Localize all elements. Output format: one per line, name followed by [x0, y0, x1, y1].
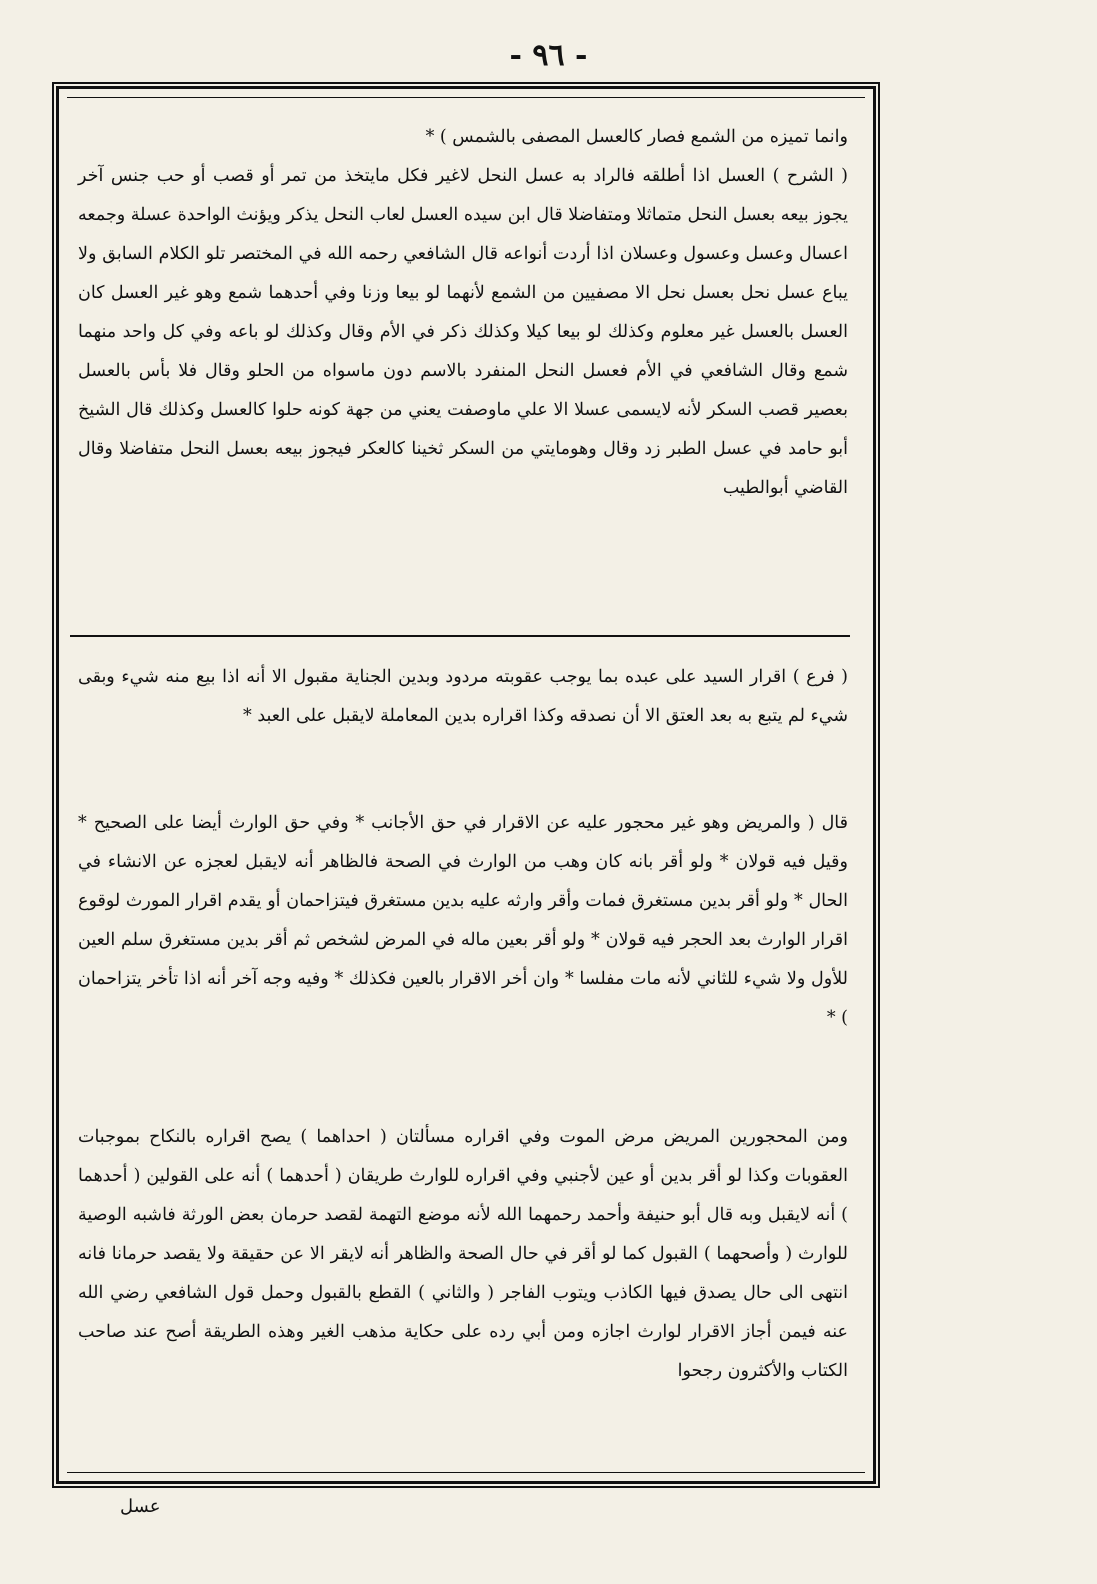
main-text-block	[78, 118, 848, 508]
fara-paragraph: ( فرع ) اقرار السيد على عبده بما يوجب عقوبته مردود وبدين الجناية مقبول الا أنه اذا بيع منه شيء وبقى شيء لم يتبع به بعد العتق الا أن نصدقه وكذا اقراره بدين المعاملة لايقبل على العبد *	[78, 667, 848, 726]
commentary-paragraph: ومن المحجورين المريض مرض الموت وفي اقراره مسألتان ( احداهما ) يصح اقراره بالنكاح بموجبات العقوبات وكذا لو أقر بدين أو عين لأجنبي وفي اقراره للوارث طريقان ( أحدهما ) أنه على القولين ( أحدهما ) أنه لايقبل وبه قال أبو حنيفة وأحمد رحمهما الله لأنه موضع التهمة لقصد حرمان بعض الورثة فاشبه الوصية للوارث ( وأصحهما ) القبول كما لو أقر في حال الصحة والظاهر أنه لايقر الا عن حقيقة ولا يقصد حرمانا فانه انتهى الى حال يصدق فيها الكاذب ويتوب الفاجر ( والثاني ) القطع بالقبول وحمل قول الشافعي رضي الله عنه فيمن أجاز الاقرار لوارث اجازه ومن أبي رده على حكاية مذهب الغير وهذه الطريقة أصح عند صاحب الكتاب والأكثرون رجحوا	[78, 1127, 848, 1381]
qal-paragraph: قال ( والمريض وهو غير محجور عليه عن الاقرار في حق الأجانب * وفي حق الوارث أيضا على الصحيح * وقيل فيه قولان * ولو أقر بانه كان وهب من الوارث في الصحة فالظاهر أنه لايقبل لعجزه عن الانشاء في الحال * ولو أقر بدين مستغرق فمات وأقر وارثه عليه بدين مستغرق فيتزاحمان أو يقدم اقرار المورث لوقوع اقرار الوارث بعد الحجر فيه قولان * ولو أقر بعين ماله في المرض لشخص ثم أقر بدين مستغرق سلم العين للأول ولا شيء للثاني لأنه مات مفلسا * وان أخر الاقرار بالعين فكذلك * وفيه وجه آخر أنه اذا تأخر يتزاحمان ) *	[78, 813, 848, 1028]
fara-block	[78, 658, 848, 736]
section-divider	[70, 635, 850, 637]
main-text-line-1: وانما تميزه من الشمع فصار كالعسل المصفى بالشمس ) *	[425, 127, 848, 147]
page-number: - ٩٦ -	[509, 38, 588, 73]
qal-block	[78, 804, 848, 1038]
main-text-sharh: ( الشرح ) العسل اذا أطلقه فالراد به عسل النحل لاغير فكل مايتخذ من تمر أو قصب أو حب جنس آخر يجوز بيعه بعسل النحل متماثلا ومتفاضلا قال ابن سيده العسل لعاب النحل يذكر ويؤنث الواحدة عسلة وجمعه اعسال وعسل وعسول وعسلان اذا أردت أنواعه قال الشافعي رحمه الله في المختصر تلو الكلام السابق ولا يباع عسل نحل بعسل نحل الا مصفيين من الشمع لأنهما لو بيعا وزنا وفي أحدهما شمع وهو غير العسل كان العسل بالعسل غير معلوم وكذلك لو بيعا كيلا وكذلك ذكر في الأم وقال وكذلك لو باعه وفي كل واحد منهما شمع وقال الشافعي في الأم فعسل النحل المنفرد بالاسم دون ماسواه من الحلو وقال فلا بأس بالعسل بعصير قصب السكر لأنه لايسمى عسلا الا علي ماوصفت يعني من جهة كونه حلوا كالعسل وكذلك قال الشيخ أبو حامد في عسل الطبر زد وقال وهومايتي من السكر ثخينا كالعكر فيجوز بيعه بعسل النحل متفاضلا وقال القاضي أبوالطيب	[78, 166, 848, 498]
footer-catchword: عسل	[120, 1496, 161, 1517]
commentary-block	[78, 1118, 848, 1391]
